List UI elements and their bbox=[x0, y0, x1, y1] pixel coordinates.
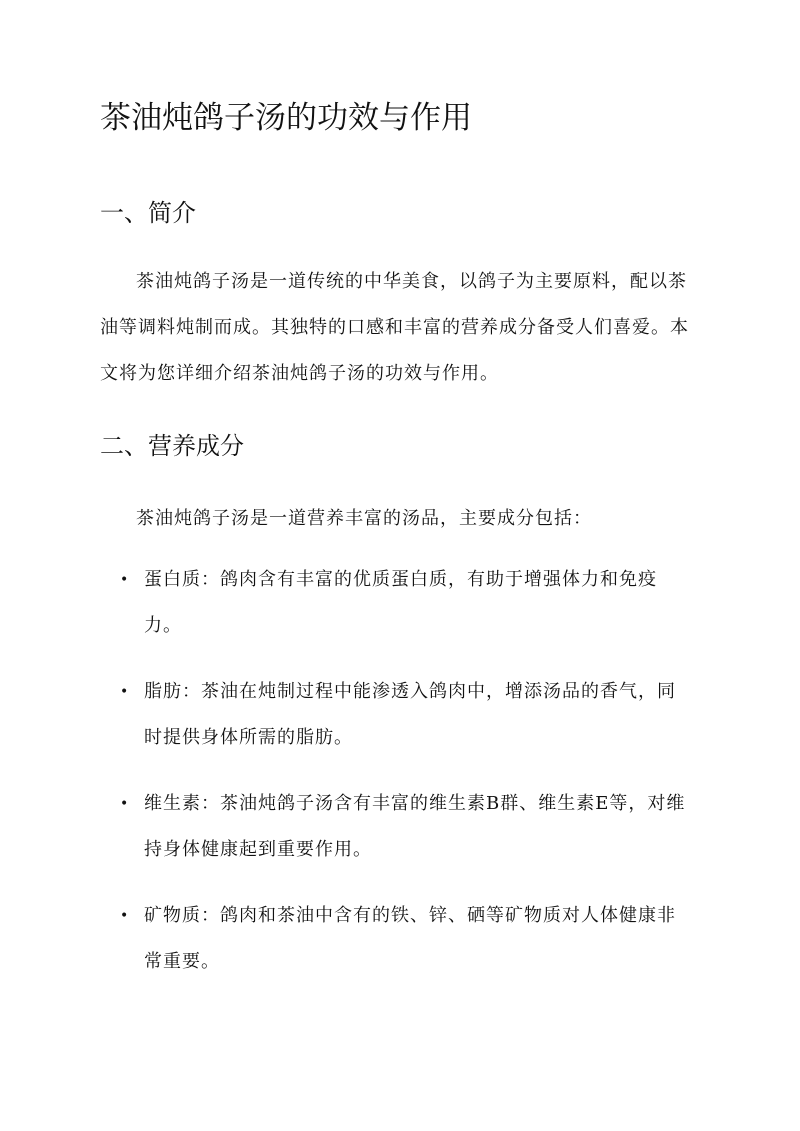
intro-paragraph: 茶油炖鸽子汤是一道传统的中华美食，以鸽子为主要原料，配以茶油等调料炖制而成。其独特的口感和丰富的营养成分备受人们喜爱。本文将为您详细介绍茶油炖鸽子汤的功效与作用。 bbox=[100, 271, 689, 384]
list-item-text: 维生素：茶油炖鸽子汤含有丰富的维生素B群、维生素E等，对维持身体健康起到重要作用。 bbox=[144, 793, 686, 860]
nutrition-list bbox=[100, 557, 700, 1005]
document-title: 茶油炖鸽子汤的功效与作用 bbox=[100, 100, 472, 136]
bullet-icon: • bbox=[120, 572, 130, 588]
list-item-fat bbox=[100, 669, 700, 761]
section-heading-intro: 一、简介 bbox=[100, 199, 196, 227]
list-item-protein bbox=[100, 557, 700, 649]
list-item-text: 矿物质：鸽肉和茶油中含有的铁、锌、硒等矿物质对人体健康非常重要。 bbox=[144, 905, 676, 972]
bullet-icon: • bbox=[120, 908, 130, 924]
bullet-icon: • bbox=[120, 684, 130, 700]
section-heading-nutrition: 二、营养成分 bbox=[100, 432, 244, 460]
bullet-icon: • bbox=[120, 796, 130, 812]
nutrition-paragraph: 茶油炖鸽子汤是一道营养丰富的汤品，主要成分包括： bbox=[136, 508, 592, 529]
list-item-text: 蛋白质：鸽肉含有丰富的优质蛋白质，有助于增强体力和免疫力。 bbox=[144, 569, 657, 636]
list-item-minerals bbox=[100, 893, 700, 985]
list-item-vitamins bbox=[100, 781, 700, 873]
list-item-text: 脂肪：茶油在炖制过程中能渗透入鸽肉中，增添汤品的香气，同时提供身体所需的脂肪。 bbox=[144, 681, 676, 748]
